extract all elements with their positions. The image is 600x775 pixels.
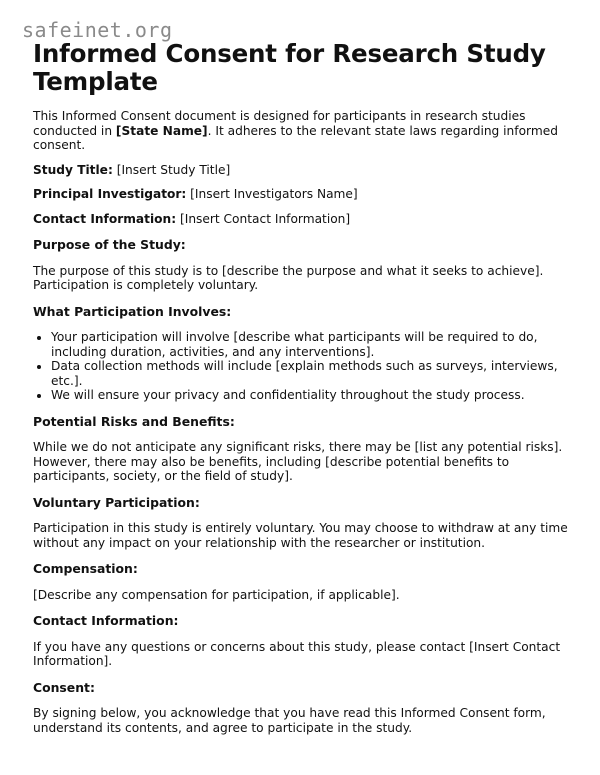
document-title: Informed Consent for Research Study Template xyxy=(33,39,546,96)
participation-list xyxy=(33,330,568,403)
principal-investigator-value: [Insert Investigators Name] xyxy=(186,187,358,201)
risks-benefits-heading: Potential Risks and Benefits: xyxy=(33,413,235,429)
purpose-heading: Purpose of the Study: xyxy=(33,237,186,252)
document-page xyxy=(33,40,568,735)
compensation-heading: Compensation: xyxy=(33,561,138,576)
risks-benefits-text: While we do not anticipate any significant risks, there may be [list any potential risks]. However, there may also be benefits, including [describe potential benefits to participants, society, or the field of study]. xyxy=(33,440,563,483)
state-name-placeholder: [State Name] xyxy=(115,123,208,138)
study-title-field xyxy=(33,163,568,178)
consent-text: By signing below, you acknowledge that you have read this Informed Consent form, understand its contents, and agree to participate in the study. xyxy=(33,706,546,735)
principal-investigator-label: Principal Investigator: xyxy=(33,187,187,201)
consent-heading: Consent: xyxy=(33,679,95,695)
site-watermark: safeinet.org xyxy=(22,18,173,42)
intro-paragraph xyxy=(33,109,568,153)
list-item: • We will ensure your privacy and confidentiality throughout the study process. xyxy=(51,388,568,403)
intro-text-start: This Informed Consent document is designed for participants in research studies conducted in xyxy=(33,109,526,138)
contact-information-field xyxy=(33,212,568,227)
contact-information-label: Contact Information: xyxy=(33,211,177,226)
list-item: • Your participation will involve [describe what participants will be required to do, including duration, activities, and any interventions]. xyxy=(51,330,568,359)
voluntary-participation-heading: Voluntary Participation: xyxy=(33,494,200,510)
voluntary-participation-text: Participation in this study is entirely voluntary. You may choose to withdraw at any time without any impact on your relationship with the researcher or institution. xyxy=(33,521,568,550)
compensation-text: [Describe any compensation for participation, if applicable]. xyxy=(33,587,400,602)
principal-investigator-field xyxy=(33,187,568,202)
contact-heading: Contact Information: xyxy=(33,613,179,628)
contact-text: If you have any questions or concerns about this study, please contact [Insert Contact Information]. xyxy=(33,639,561,668)
intro-text-end: . It adheres to the relevant state laws regarding informed consent. xyxy=(33,123,558,152)
study-title-label: Study Title: xyxy=(33,162,113,177)
list-item: • Data collection methods will include [explain methods such as surveys, interviews, etc.]. xyxy=(51,359,568,388)
study-title-value: [Insert Study Title] xyxy=(112,162,231,177)
purpose-text: The purpose of this study is to [describe the purpose and what it seeks to achieve]. Participation is completely voluntary. xyxy=(33,263,544,292)
contact-information-value: [Insert Contact Information] xyxy=(176,211,351,226)
participation-heading: What Participation Involves: xyxy=(33,303,232,319)
